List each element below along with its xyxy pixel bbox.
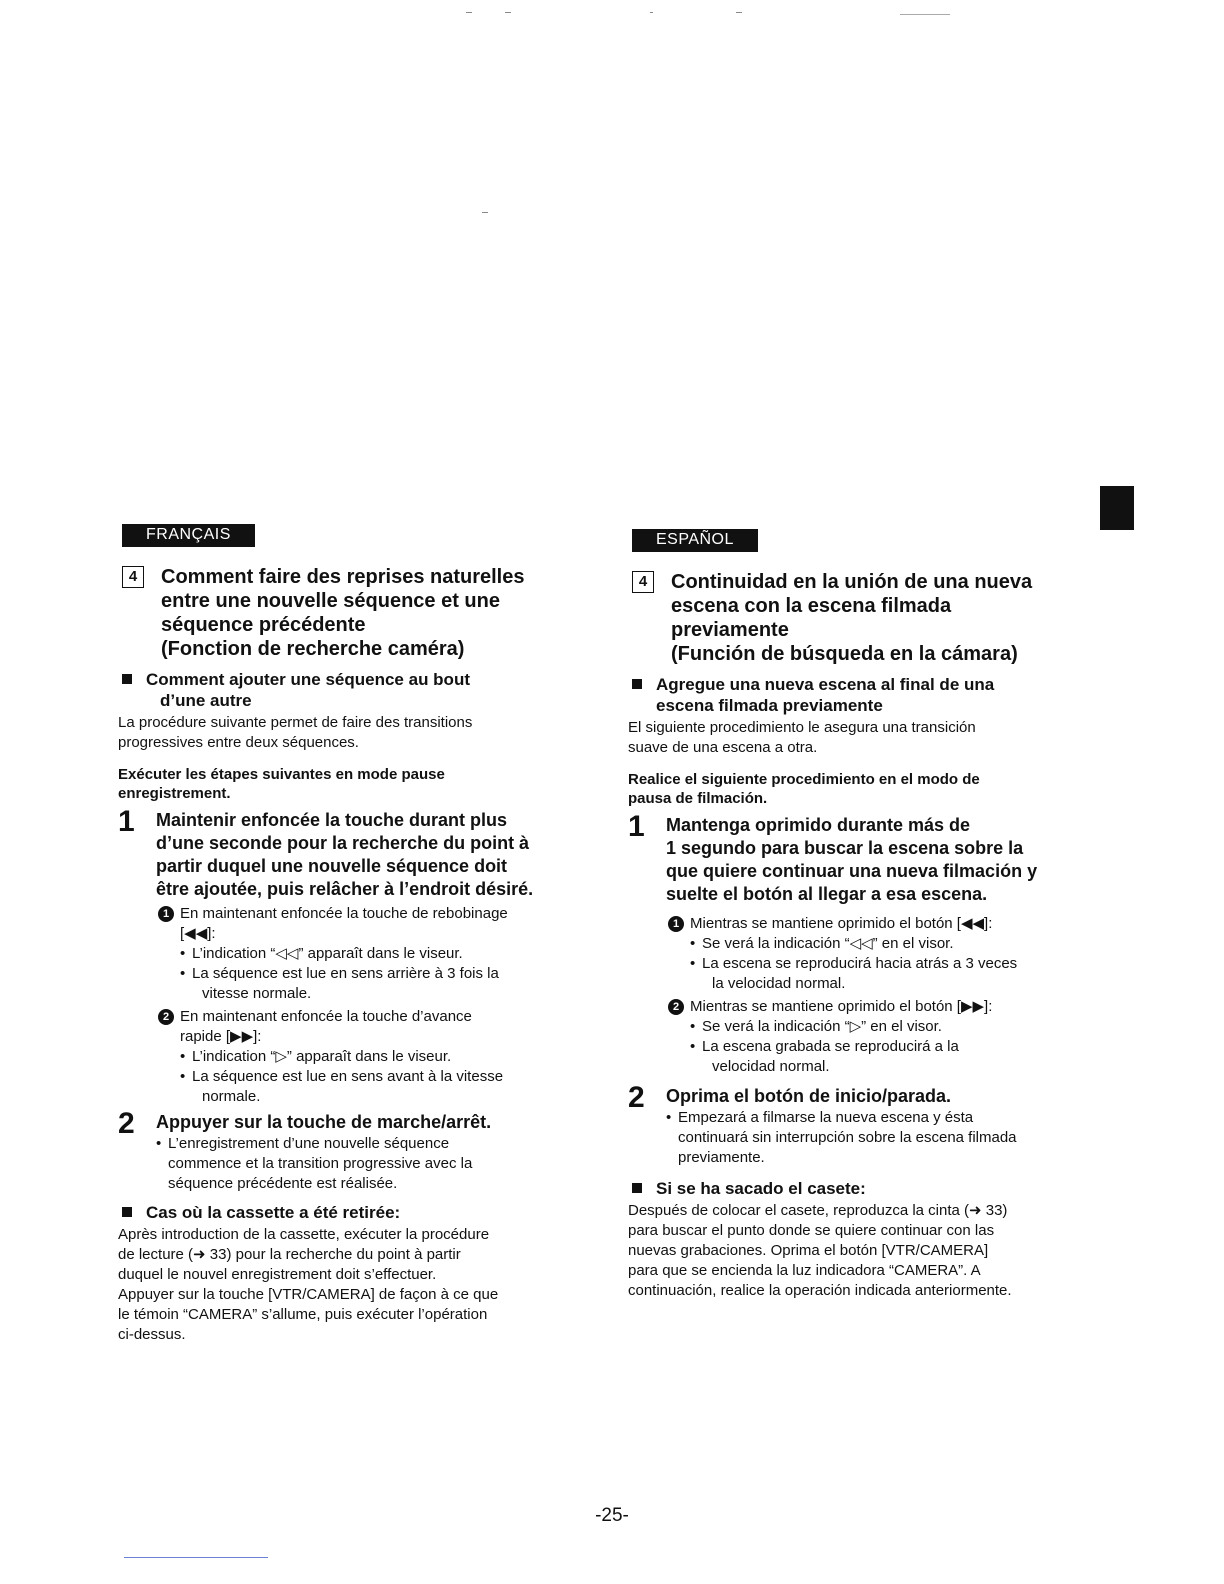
step-number: 2 (118, 1107, 135, 1140)
section-title (626, 570, 1066, 666)
intro-paragraph: El siguiente procedimiento le asegura una transición suave de una escena a otra. (628, 719, 976, 756)
title-line: (Función de búsqueda en la cámara) (671, 643, 1018, 665)
circled-number-icon: 2 (668, 999, 684, 1015)
substep-rewind: 1 Mientras se mantiene oprimido el botón [◀◀]: • Se verá la indicación “◁◁” en el visor. • La escena se reproducirá hacia atrás a 3 veces la velocidad normal. (666, 914, 1066, 994)
footer-rule (124, 1557, 268, 1558)
bullet-item: • La séquence est lue en sens avant à la vitesse normale. (180, 1068, 504, 1105)
pause-instruction: Exécuter les étapes suivantes en mode pause enregistrement. (118, 766, 445, 802)
title-line: Continuidad en la unión de una nueva (671, 571, 1033, 593)
title-line: entre une nouvelle séquence et une (161, 590, 500, 612)
step-number: 1 (118, 805, 135, 838)
intro-paragraph: La procédure suivante permet de faire des transitions progressives entre deux séquences. (118, 714, 473, 751)
bullet-item: • Se verá la indicación “◁◁” en el visor. (690, 935, 954, 952)
subheading-cassette-removed: Cas où la cassette a été retirée: (116, 1202, 556, 1223)
circled-number-icon: 1 (158, 906, 174, 922)
title-line: séquence précédente (161, 614, 366, 636)
pause-instruction: Realice el siguiente procedimiento en el modo de pausa de filmación. (628, 771, 980, 807)
square-bullet-icon (632, 679, 642, 689)
step-number: 2 (628, 1081, 645, 1114)
bullet-item: • La escena se reproducirá hacia atrás a 3 veces la velocidad normal. (690, 955, 1018, 992)
bullet-item: • L’indication “◁◁” apparaît dans le viseur. (180, 945, 463, 962)
column-espanol (626, 529, 1066, 1301)
bullet-item: • L’indication “▷” apparaît dans le viseur. (180, 1048, 452, 1065)
substep-forward: 2 Mientras se mantiene oprimido el botón [▶▶]: • Se verá la indicación “▷” en el visor. • La escena grabada se reproducirá a la velocidad normal. (666, 997, 1066, 1077)
section-number: 4 (122, 566, 144, 588)
step-1: 1 Maintenir enfoncée la touche durant plus d’une seconde pour la recherche du point à partir duquel une nouvelle séquence doit être ajoutée, puis relâcher à l’endroit désiré. 1 En maintenant enfoncée la touche de rebobinage [◀◀]: • L’indication “◁◁” apparaît dans le viseur. • La séquence est lue en sens arrière à 3 fois la vitesse normale. 2 En maintenant enfoncée la touche d’avance rapide [▶▶]: • L’indication “▷” apparaît dans le viseur. • La séquence est lue en sens avant à la vitesse normale. (116, 809, 556, 1107)
title-line: (Fonction de recherche caméra) (161, 638, 465, 660)
circled-number-icon: 1 (668, 916, 684, 932)
page-number: -25- (595, 1505, 629, 1526)
subheading: Agregue una nueva escena al final de una escena filmada previamente (626, 674, 1066, 716)
step-number: 1 (628, 810, 645, 843)
title-line: escena con la escena filmada (671, 595, 952, 617)
section-title (116, 565, 556, 661)
language-label: FRANÇAIS (122, 524, 255, 547)
subheading-cassette-removed: Si se ha sacado el casete: (626, 1178, 1066, 1199)
square-bullet-icon (632, 1183, 642, 1193)
substep-forward: 2 En maintenant enfoncée la touche d’avance rapide [▶▶]: • L’indication “▷” apparaît dans le viseur. • La séquence est lue en sens avant à la vitesse normale. (156, 1007, 556, 1107)
square-bullet-icon (122, 1207, 132, 1217)
subheading: Comment ajouter une séquence au bout d’une autre (116, 669, 556, 711)
substep-rewind: 1 En maintenant enfoncée la touche de rebobinage [◀◀]: • L’indication “◁◁” apparaît dans le viseur. • La séquence est lue en sens arrière à 3 fois la vitesse normale. (156, 904, 556, 1004)
circled-number-icon: 2 (158, 1009, 174, 1025)
step-2: 2 Appuyer sur la touche de marche/arrêt. • L’enregistrement d’une nouvelle séquence commence et la transition progressive avec la séquence précédente est réalisée. (116, 1111, 556, 1194)
side-tab-marker (1100, 486, 1134, 530)
final-paragraph: Después de colocar el casete, reproduzca la cinta (➜ 33) para buscar el punto donde se quiere continuar con las nuevas grabaciones. Oprima el botón [VTR/CAMERA] para que se encienda la luz indicadora “CAMERA”. A continuación, realice la operación indicada anteriormente. (628, 1202, 1012, 1299)
step-2: 2 Oprima el botón de inicio/parada. • Empezará a filmarse la nueva escena y ésta continuará sin interrupción sobre la escena filmada previamente. (626, 1085, 1066, 1168)
bullet-item: • L’enregistrement d’une nouvelle séquence commence et la transition progressive avec la séquence précédente est réalisée. (156, 1135, 473, 1192)
step-1: 1 Mantenga oprimido durante más de 1 segundo para buscar la escena sobre la que quiere continuar una nueva filmación y suelte el botón al llegar a esa escena. 1 Mientras se mantiene oprimido el botón [◀◀]: • Se verá la indicación “◁◁” en el visor. • La escena se reproducirá hacia atrás a 3 veces la velocidad normal. 2 Mientras se mantiene oprimido el botón [▶▶]: • Se verá la indicación “▷” en el visor. • La escena grabada se reproducirá a la velocidad normal. (626, 814, 1066, 1077)
final-paragraph: Après introduction de la cassette, exécuter la procédure de lecture (➜ 33) pour la recherche du point à partir duquel le nouvel enregistrement doit s’effectuer. Appuyer sur la touche [VTR/CAMERA] de façon à ce que le témoin “CAMERA” s’allume, puis exécuter l’opération ci-dessus. (118, 1226, 499, 1343)
section-number: 4 (632, 571, 654, 593)
column-francais (116, 524, 556, 1345)
title-line: previamente (671, 619, 789, 641)
bullet-item: • La escena grabada se reproducirá a la velocidad normal. (690, 1038, 959, 1075)
square-bullet-icon (122, 674, 132, 684)
bullet-item: • Se verá la indicación “▷” en el visor. (690, 1018, 942, 1035)
title-line: Comment faire des reprises naturelles (161, 566, 525, 588)
language-label: ESPAÑOL (632, 529, 758, 552)
bullet-item: • Empezará a filmarse la nueva escena y ésta continuará sin interrupción sobre la escena filmada previamente. (666, 1109, 1017, 1166)
bullet-item: • La séquence est lue en sens arrière à 3 fois la vitesse normale. (180, 965, 499, 1002)
